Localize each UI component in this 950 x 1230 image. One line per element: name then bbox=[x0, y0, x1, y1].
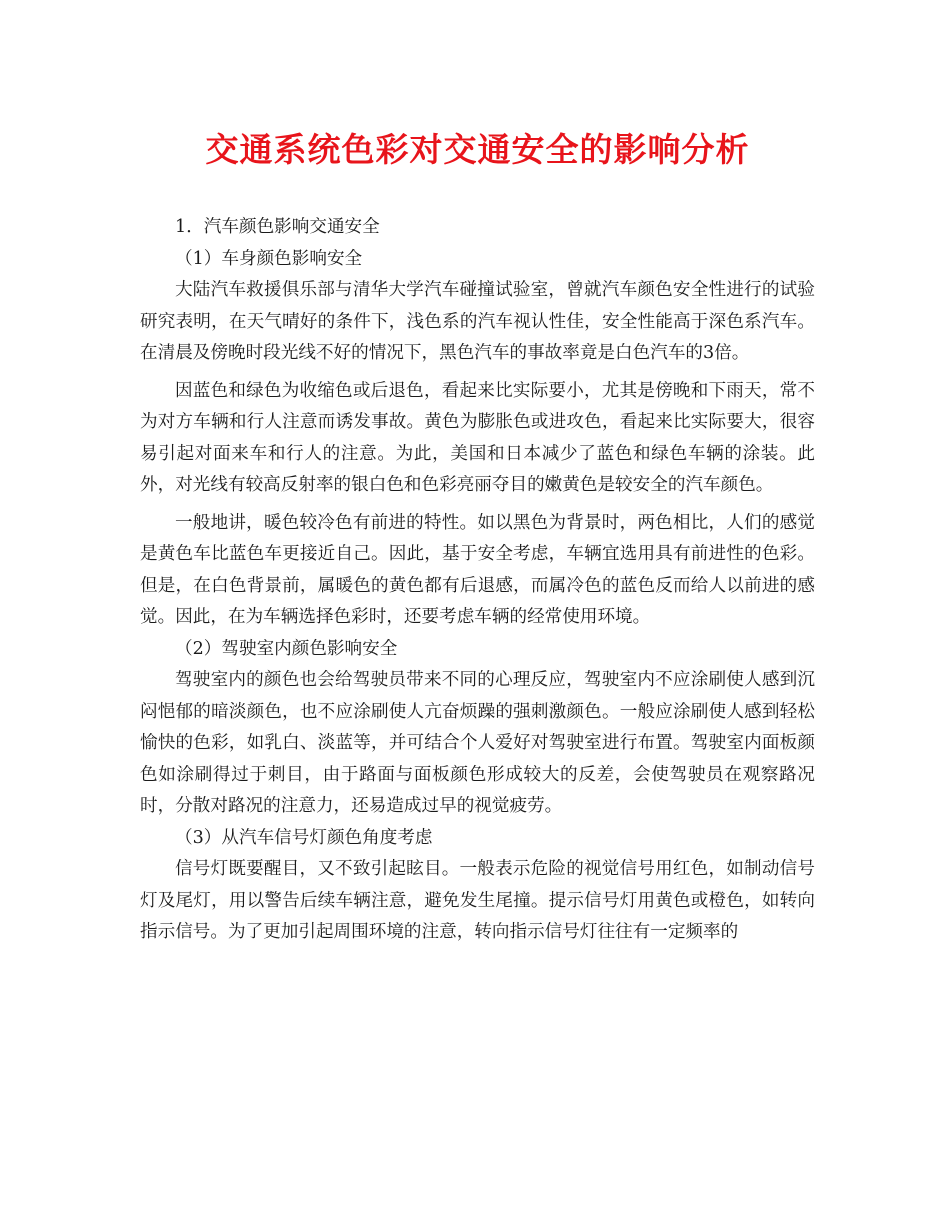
paragraph-signal-lights: 信号灯既要醒目，又不致引起眩目。一般表示危险的视觉信号用红色，如制动信号灯及尾灯，用以警告后续车辆注意，避免发生尾撞。提示信号灯用黄色或橙色，如转向指示信号。为了更加引起周围环境的注意，转向指示信号灯往往有一定频率的 bbox=[140, 859, 815, 942]
document-title: 交通系统色彩对交通安全的影响分析 bbox=[205, 130, 750, 169]
paragraph-blue-green-colors: 因蓝色和绿色为收缩色或后退色，看起来比实际要小，尤其是傍晚和下雨天，常不为对方车辆和行人注意而诱发事故。黄色为膨胀色或进攻色，看起来比实际要大，很容易引起对面来车和行人的注意。为此，美国和日本减少了蓝色和绿色车辆的涂装。此外，对光线有较高反射率的银白色和色彩亮丽夺目的嫩黄色是较安全的汽车颜色。 bbox=[140, 380, 815, 495]
subsection-heading-body-color: （1）车身颜色影响安全 bbox=[175, 248, 363, 269]
subsection-heading-cabin-color: （2）驾驶室内颜色影响安全 bbox=[175, 638, 398, 659]
section-heading-1: 1．汽车颜色影响交通安全 bbox=[175, 217, 380, 237]
paragraph-body-color-research: 大陆汽车救援俱乐部与清华大学汽车碰撞试验室，曾就汽车颜色安全性进行的试验研究表明，在天气晴好的条件下，浅色系的汽车视认性佳，安全性能高于深色系汽车。在清晨及傍晚时段光线不好的情况下，黑色汽车的事故率竟是白色汽车的3倍。 bbox=[140, 280, 815, 363]
subsection-heading-signal-lights: （3）从汽车信号灯颜色角度考虑 bbox=[175, 827, 433, 848]
paragraph-cabin-color: 驾驶室内的颜色也会给驾驶员带来不同的心理反应，驾驶室内不应涂刷使人感到沉闷悒郁的暗淡颜色，也不应涂刷使人亢奋烦躁的强刺激颜色。一般应涂刷使人感到轻松愉快的色彩，如乳白、淡蓝等，并可结合个人爱好对驾驶室进行布置。驾驶室内面板颜色如涂刷得过于刺目，由于路面与面板颜色形成较大的反差，会使驾驶员在观察路况时，分散对路况的注意力，还易造成过早的视觉疲劳。 bbox=[140, 670, 815, 816]
document-page bbox=[140, 120, 815, 949]
paragraph-warm-cool-colors: 一般地讲，暖色较冷色有前进的特性。如以黑色为背景时，两色相比，人们的感觉是黄色车比蓝色车更接近自己。因此，基于安全考虑，车辆宜选用具有前进性的色彩。但是，在白色背景前，属暖色的黄色都有后退感，而属冷色的蓝色反而给人以前进的感觉。因此，在为车辆选择色彩时，还要考虑车辆的经常使用环境。 bbox=[140, 512, 815, 627]
